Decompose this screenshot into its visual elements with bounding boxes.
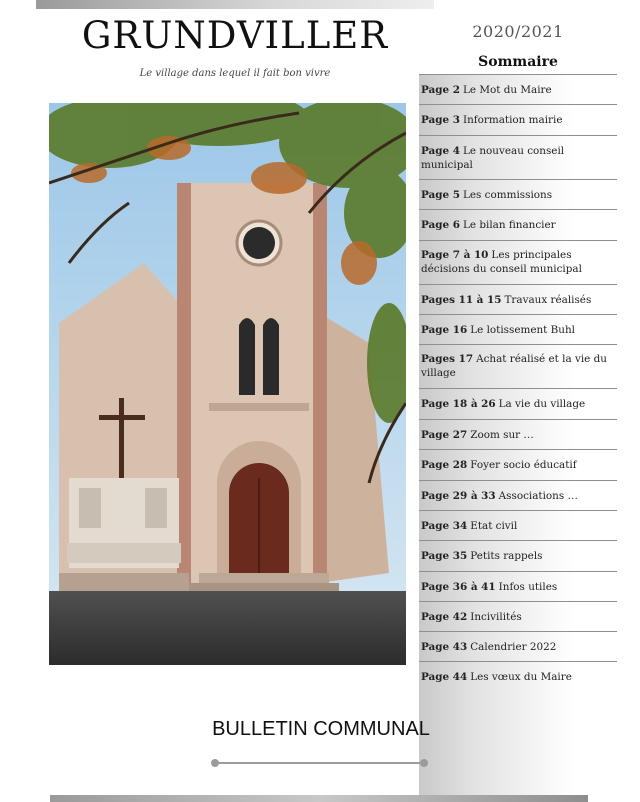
toc-page: Page 3	[421, 114, 460, 127]
toc-item[interactable]	[419, 135, 617, 179]
toc-label: Incivilités	[470, 611, 522, 624]
toc-item[interactable]	[419, 344, 617, 388]
bulletin-label: BULLETIN COMMUNAL	[212, 718, 430, 740]
bottom-decorative-bar	[50, 795, 588, 802]
toc-page: Page 42	[421, 611, 468, 624]
toc-label: Etat civil	[470, 519, 518, 532]
decorative-rule	[214, 762, 424, 764]
toc-page: Page 2	[421, 84, 460, 96]
toc-label: Le lotissement Buhl	[470, 323, 575, 336]
toc-item[interactable]	[419, 284, 617, 314]
toc-label: Le Mot du Maire	[463, 84, 552, 96]
toc-page: Page 35	[421, 550, 468, 563]
village-tagline: Le village dans lequel il fait bon vivre	[139, 68, 331, 79]
toc-item[interactable]	[419, 540, 617, 570]
toc-page: Page 28	[421, 459, 468, 472]
toc-page: Pages 17	[421, 353, 474, 366]
toc-heading: Sommaire	[478, 54, 558, 70]
toc-page: Page 29 à 33	[421, 489, 496, 502]
toc-label: Foyer socio éducatif	[470, 459, 577, 472]
toc-label: Zoom sur …	[470, 428, 534, 441]
toc-label: Les principales décisions du conseil municipal	[421, 248, 582, 275]
toc-item[interactable]	[419, 388, 617, 418]
toc-item[interactable]	[419, 662, 617, 692]
edition-year: 2020/2021	[472, 22, 564, 41]
toc-label: Le bilan financier	[463, 219, 556, 232]
toc-item[interactable]	[419, 419, 617, 449]
toc-page: Page 7 à 10	[421, 248, 489, 261]
toc-item[interactable]	[419, 240, 617, 284]
toc-item[interactable]	[419, 104, 617, 134]
toc-page: Page 27	[421, 428, 468, 441]
toc-page: Page 34	[421, 519, 468, 532]
toc-page: Page 5	[421, 188, 460, 201]
toc-page: Page 18 à 26	[421, 398, 496, 411]
toc-page: Page 6	[421, 219, 460, 232]
toc-label: Les vœux du Maire	[470, 671, 572, 684]
toc-item[interactable]	[419, 480, 617, 510]
toc-item[interactable]	[419, 571, 617, 601]
toc-label: Infos utiles	[498, 580, 558, 593]
toc-label: Travaux réalisés	[504, 293, 592, 306]
toc-page: Page 44	[421, 671, 468, 684]
rule-right-dot	[420, 759, 428, 767]
table-of-contents	[419, 74, 617, 693]
toc-item[interactable]	[419, 631, 617, 662]
toc-item[interactable]	[419, 449, 617, 479]
toc-page: Page 36 à 41	[421, 580, 496, 593]
toc-item[interactable]	[419, 209, 617, 239]
toc-page: Page 43	[421, 641, 468, 654]
toc-item[interactable]	[419, 510, 617, 540]
toc-label: Associations …	[498, 489, 578, 502]
toc-item[interactable]	[419, 179, 617, 209]
toc-label: Calendrier 2022	[470, 641, 557, 654]
toc-item[interactable]	[419, 601, 617, 631]
toc-label: Les commissions	[463, 188, 553, 201]
village-title: GRUNDVILLER	[81, 14, 389, 57]
rule-left-dot	[211, 759, 219, 767]
church-photo	[49, 103, 406, 665]
toc-label: Achat réalisé et la vie du village	[421, 353, 607, 380]
toc-page: Pages 11 à 15	[421, 293, 502, 306]
toc-label: Information mairie	[463, 114, 563, 127]
toc-item[interactable]	[419, 314, 617, 344]
toc-page: Page 4	[421, 144, 460, 157]
toc-item[interactable]	[419, 74, 617, 104]
top-decorative-bar	[36, 0, 434, 9]
toc-label: La vie du village	[498, 398, 586, 411]
toc-label: Petits rappels	[470, 550, 543, 563]
toc-page: Page 16	[421, 323, 468, 336]
toc-label: Le nouveau conseil municipal	[421, 144, 565, 171]
